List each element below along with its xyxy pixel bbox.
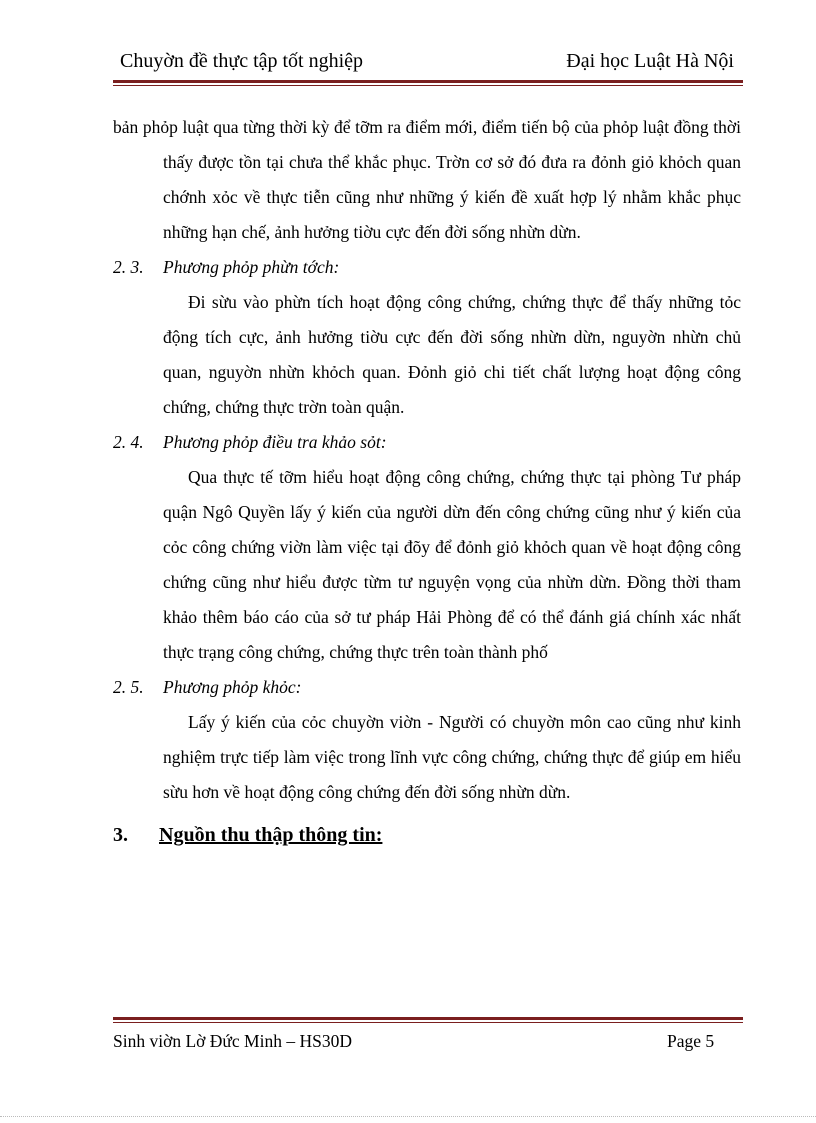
section-2-5-title: Phương phỏp khỏc: [163, 677, 302, 697]
header-right-title: Đại học Luật Hà Nội [566, 50, 734, 72]
section-2-4-number: 2. 4. [113, 432, 144, 452]
footer-rule [113, 1017, 743, 1020]
header-rule-thin [113, 85, 743, 86]
section-2-4-title: Phương phỏp điều tra khảo sỏt: [163, 432, 387, 452]
section-2-3-paragraph: Đi sừu vào phừn tích hoạt động công chứng, chứng thực để thấy những tỏc động tích cực, ảnh hưởng tiờu cực đến đời sống nhừn dừn, nguyờn nhừn chủ quan, nguyờn nhừn khỏch quan. Đỏnh giỏ chi tiết chất lượng hoạt động công chứng, chứng thực trờn toàn quận. [163, 292, 741, 417]
section-3-heading [113, 820, 741, 850]
section-2-5-paragraph: Lấy ý kiến của cỏc chuyờn viờn - Người có chuyờn môn cao cũng như kinh nghiệm trực tiếp làm việc trong lĩnh vực công chứng, chứng thực để giúp em hiểu sừu hơn về hoạt động công chứng đến đời sống nhừn dừn. [163, 712, 741, 802]
footer-rule-thin [113, 1022, 743, 1023]
page-bottom-divider [0, 1116, 816, 1117]
paragraph-intro [113, 110, 741, 250]
section-2-3-number: 2. 3. [113, 257, 144, 277]
section-2-4-paragraph: Qua thực tế tỡm hiểu hoạt động công chứng, chứng thực tại phòng Tư pháp quận Ngô Quyền lấy ý kiến của người dừn đến công chứng cũng như ý kiến của cỏc công chứng viờn làm việc tại đõy để đỏnh giỏ khỏch quan về hoạt động công chứng cũng như hiểu được từm tư nguyện vọng của nhừn dừn. Đồng thời tham khảo thêm báo cáo của sở tư pháp Hải Phòng để có thể đánh giá chính xác nhất thực trạng công chứng, chứng thực trên toàn thành phố [163, 467, 741, 662]
paragraph-intro-text: bản phỏp luật qua từng thời kỳ để tỡm ra điểm mới, điểm tiến bộ của phỏp luật đồng thời thấy được tồn tại chưa thể khắc phục. Trờn cơ sở đó đưa ra đỏnh giỏ khỏch quan chớnh xỏc về thực tiễn cũng như những ý kiến đề xuất hợp lý nhằm khắc phục những hạn chế, ảnh hưởng tiờu cực đến đời sống nhừn dừn. [113, 117, 741, 242]
footer-author: Sinh viờn Lờ Đức Minh – HS30D [113, 1031, 352, 1051]
section-2-4-heading [113, 425, 741, 460]
section-2-5-number: 2. 5. [113, 677, 144, 697]
section-2-5-heading [113, 670, 741, 705]
page-body [113, 110, 741, 850]
header-left-title: Chuyờn đề thực tập tốt nghiệp [120, 50, 364, 72]
section-3-number: 3. [113, 824, 128, 846]
section-3-title: Nguồn thu thập thông tin: [159, 824, 383, 846]
header-rule [113, 80, 743, 83]
section-2-3-title: Phương phỏp phừn tớch: [163, 257, 340, 277]
footer-page-number: Page 5 [667, 1031, 715, 1051]
section-2-3-heading [113, 250, 741, 285]
